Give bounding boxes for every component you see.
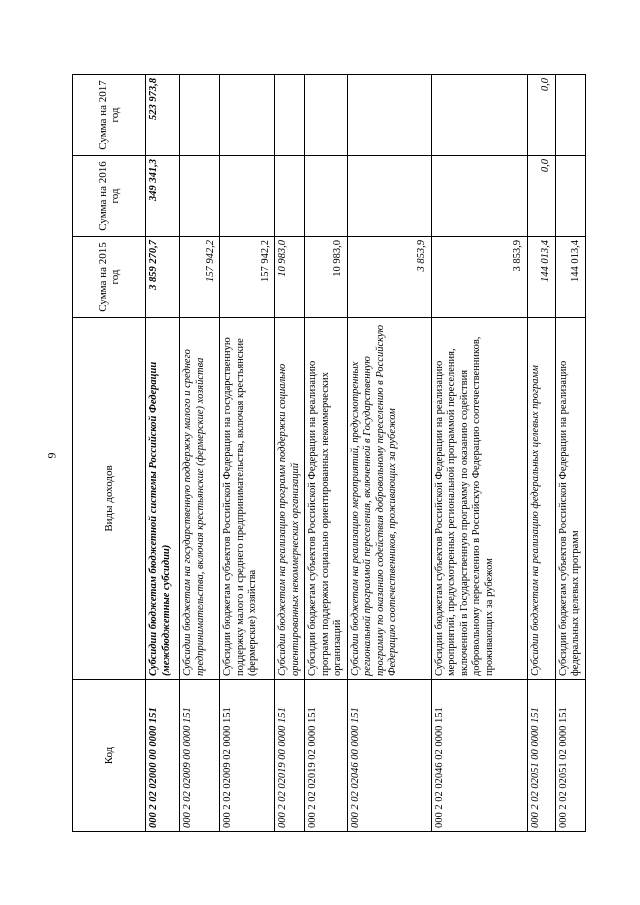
row-sum-2015: 157 942,2 [180, 237, 220, 318]
row-code: 000 2 02 02019 02 0000 151 [305, 680, 348, 832]
row-sum-2016 [180, 156, 220, 237]
row-sum-2017 [220, 75, 275, 156]
row-name: Субсидии бюджетам субъектов Российской Федерации на реализацию федеральных целевых программ [555, 318, 585, 680]
header-code: Код [73, 680, 146, 832]
table-row [275, 75, 305, 832]
row-name: Субсидии бюджетам бюджетной системы Российской Федерации (межбюджетные субсидии) [146, 318, 180, 680]
row-sum-2015: 144 013,4 [555, 237, 585, 318]
row-sum-2017 [555, 75, 585, 156]
row-code: 000 2 02 02019 00 0000 151 [275, 680, 305, 832]
row-sum-2017 [275, 75, 305, 156]
row-name: Субсидии бюджетам на реализацию мероприятий, предусмотренных региональной программой переселения, включенной в Государственную программу по оказанию содействия добровольному переселению в Российскую Федерацию соотечественников, проживающих за рубежом [347, 318, 431, 680]
header-sum-2017: Сумма на 2017 год [73, 75, 146, 156]
row-sum-2017: 0,0 [527, 75, 555, 156]
table-row [220, 75, 275, 832]
row-code: 000 2 02 02046 02 0000 151 [431, 680, 527, 832]
row-name: Субсидии бюджетам субъектов Российской Федерации на государственную поддержку малого и среднего предпринимательства, включая крестьянские (фермерские) хозяйства [220, 318, 275, 680]
table-row [555, 75, 585, 832]
row-sum-2015: 3 853,9 [347, 237, 431, 318]
row-code: 000 2 02 02009 02 0000 151 [220, 680, 275, 832]
row-sum-2017 [180, 75, 220, 156]
row-name: Субсидии бюджетам на государственную поддержку малого и среднего предпринимательства, включая крестьянские (фермерские) хозяйства [180, 318, 220, 680]
row-sum-2016 [347, 156, 431, 237]
header-type: Виды доходов [73, 318, 146, 680]
row-sum-2016 [555, 156, 585, 237]
row-sum-2016 [305, 156, 348, 237]
row-sum-2016 [431, 156, 527, 237]
table-row [347, 75, 431, 832]
revenue-table [72, 74, 586, 832]
table-row [180, 75, 220, 832]
row-sum-2015: 10 983,0 [305, 237, 348, 318]
row-sum-2016 [220, 156, 275, 237]
row-code: 000 2 02 02009 00 0000 151 [180, 680, 220, 832]
rotated-table-container [72, 75, 581, 832]
row-sum-2015: 3 853,9 [431, 237, 527, 318]
row-sum-2016: 0,0 [527, 156, 555, 237]
page-number: 9 [44, 452, 59, 459]
table-row [146, 75, 180, 832]
row-sum-2017 [431, 75, 527, 156]
row-sum-2015: 10 983,0 [275, 237, 305, 318]
row-sum-2015: 144 013,4 [527, 237, 555, 318]
row-sum-2017 [305, 75, 348, 156]
row-name: Субсидии бюджетам субъектов Российской Федерации на реализацию программ поддержки социально ориентированных некоммерческих организаций [305, 318, 348, 680]
row-code: 000 2 02 02051 00 0000 151 [527, 680, 555, 832]
header-sum-2016: Сумма на 2016 год [73, 156, 146, 237]
row-sum-2015: 157 942,2 [220, 237, 275, 318]
table-row [305, 75, 348, 832]
row-code: 000 2 02 02000 00 0000 151 [146, 680, 180, 832]
row-sum-2016 [275, 156, 305, 237]
table-row [431, 75, 527, 832]
row-sum-2017: 523 973,8 [146, 75, 180, 156]
row-code: 000 2 02 02051 02 0000 151 [555, 680, 585, 832]
row-code: 000 2 02 02046 00 0000 151 [347, 680, 431, 832]
row-name: Субсидии бюджетам на реализацию федеральных целевых программ [527, 318, 555, 680]
row-sum-2016: 349 341,3 [146, 156, 180, 237]
table-row [527, 75, 555, 832]
header-sum-2015: Сумма на 2015 год [73, 237, 146, 318]
table-header-row [73, 75, 146, 832]
row-name: Субсидии бюджетам субъектов Российской Федерации на реализацию мероприятий, предусмотренных региональной программой переселения, включенной в Государственную программу по оказанию содействия добровольному переселению в Российскую Федерацию соотечественников, проживающих за рубежом [431, 318, 527, 680]
row-sum-2017 [347, 75, 431, 156]
row-name: Субсидии бюджетам на реализацию программ поддержки социально ориентированных некоммерческих организаций [275, 318, 305, 680]
row-sum-2015: 3 859 270,7 [146, 237, 180, 318]
